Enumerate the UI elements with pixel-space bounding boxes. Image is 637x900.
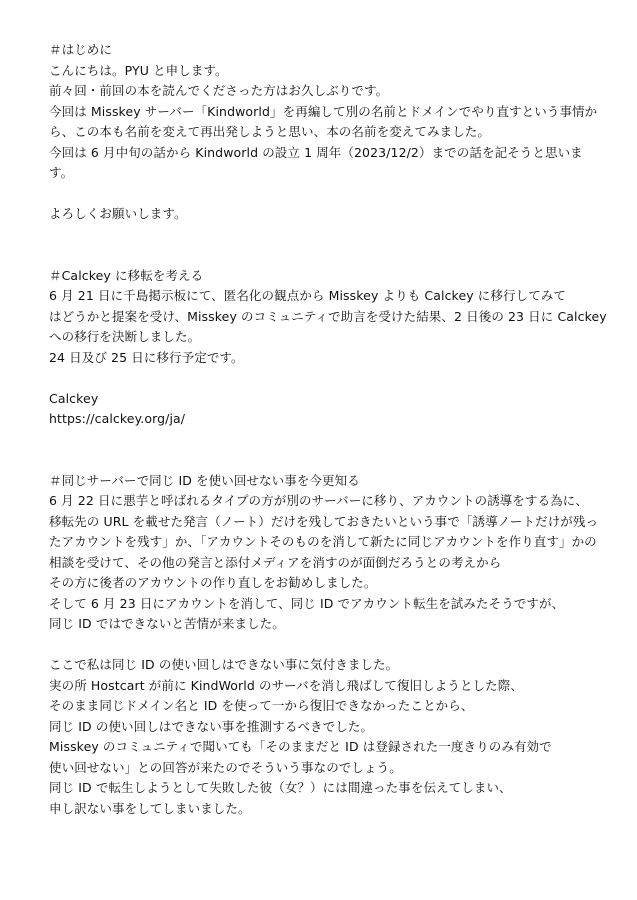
spacer xyxy=(49,368,609,389)
intro-section xyxy=(49,40,609,225)
calckey-link-label: Calckey xyxy=(49,390,99,406)
sameid-line: ここで私は同じ ID の使い回しはできない事に気付きました。 xyxy=(49,657,399,672)
sameid-line: 実の所 Hostcart が前に KindWorld のサーバを消し飛ばして復旧しようとした際、 xyxy=(49,677,523,693)
calckey-heading: ＃Calckey に移転を考える xyxy=(49,267,204,283)
spacer xyxy=(49,184,609,205)
sameid-line: そのまま同じドメイン名と ID を使って一から復旧できなかったことから、 xyxy=(49,698,474,713)
spacer xyxy=(49,225,609,266)
calckey-line: はどうかと提案を受け、Misskey のコミュニティで助言を受けた結果、2 日後の 23 日に Calckey xyxy=(49,308,607,324)
intro-line: ら、この本も名前を変えて再出発しようと思い、本の名前を変えてみました。 xyxy=(49,124,491,139)
intro-line: 今回は Misskey サーバー「Kindworld」を再編して別の名前とドメインでやり直すという事情か xyxy=(49,103,598,119)
intro-closing: よろしくお願いします。 xyxy=(49,206,187,221)
calckey-line: 24 日及び 25 日に移行予定です。 xyxy=(49,349,244,365)
sameid-section xyxy=(49,471,609,820)
sameid-line: そして 6 月 23 日にアカウントを消して、同じ ID でアカウント転生を試みたそうですが、 xyxy=(49,595,565,611)
calckey-section xyxy=(49,266,609,430)
calckey-link-url[interactable]: https://calckey.org/ja/ xyxy=(49,411,186,426)
calckey-line: 6 月 21 日に千島掲示板にて、匿名化の観点から Misskey よりも Calckey に移行してみて xyxy=(49,288,567,303)
sameid-line: 同じ ID で転生しようとして失敗した彼（女？）には間違った事を伝えてしまい、 xyxy=(49,780,512,795)
spacer xyxy=(49,635,609,656)
intro-line: 前々回・前回の本を読んでくださった方はお久しぶりです。 xyxy=(49,83,389,98)
intro-heading: ＃はじめに xyxy=(49,42,113,57)
sameid-heading: ＃同じサーバーで同じ ID を使い回せない事を今更知る xyxy=(49,472,360,488)
sameid-line: Misskey のコミュニティで聞いても「そのままだと ID は登録された一度きりのみ有効で xyxy=(49,739,552,754)
document-page xyxy=(49,40,609,819)
intro-line: 今回は 6 月中旬の話から Kindworld の設立 1 周年（2023/12/2）までの話を記そうと思いま xyxy=(49,144,583,160)
sameid-line: 同じ ID ではできないと苦情が来ました。 xyxy=(49,616,285,631)
sameid-line: 6 月 22 日に悪芋と呼ばれるタイプの方が別のサーバーに移り、アカウントの誘導をする為に、 xyxy=(49,493,589,508)
sameid-line: 同じ ID の使い回しはできない事を推測するべきでした。 xyxy=(49,718,374,734)
intro-line: す。 xyxy=(49,165,74,180)
sameid-line: たアカウントを残す」か、「アカウントそのものを消して新たに同じアカウントを作り直す」かの xyxy=(49,534,597,549)
sameid-line: その方に後者のアカウントの作り直しをお勧めしました。 xyxy=(49,575,377,590)
spacer xyxy=(49,430,609,471)
sameid-line: 相談を受けて、その他の発言と添付メディアを消すのが面倒だろうとの考えから xyxy=(49,554,502,570)
sameid-line: 使い回せない」との回答が来たのでそういう事なのでしょう。 xyxy=(49,759,402,775)
sameid-line: 移転先の URL を載せた発言（ノート）だけを残しておきたいという事で「誘導ノートだけが残っ xyxy=(49,513,599,529)
sameid-line: 申し訳ない事をしてしまいました。 xyxy=(49,800,251,816)
intro-line: こんにちは。PYU と申します。 xyxy=(49,62,228,78)
calckey-line: への移行を決断しました。 xyxy=(49,329,201,344)
